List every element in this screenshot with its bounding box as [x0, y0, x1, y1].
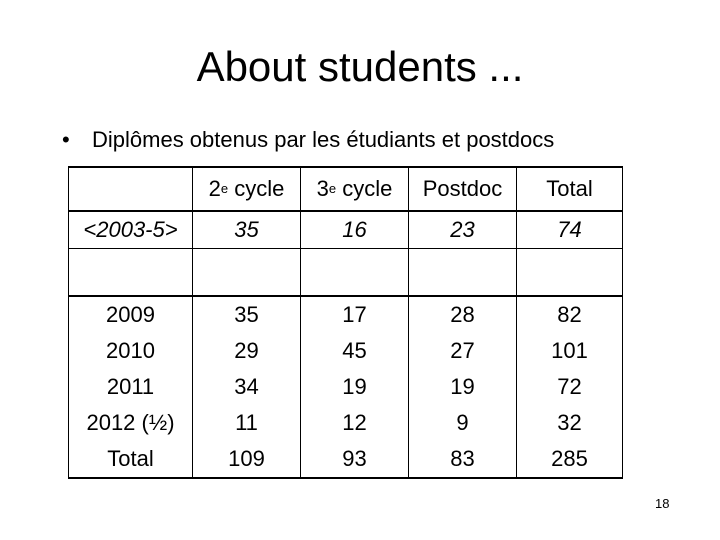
table-total-row [69, 441, 623, 478]
table-cell: Total [69, 441, 193, 478]
table-cell: 32 [517, 405, 623, 441]
table-row [69, 405, 623, 441]
table-cell: 17 [301, 296, 409, 333]
table-cell: 74 [517, 211, 623, 249]
table-header-row [69, 167, 623, 211]
table-cell: 35 [193, 211, 301, 249]
table-cell: 23 [409, 211, 517, 249]
table-cell: 29 [193, 333, 301, 369]
table-cell: 12 [301, 405, 409, 441]
table-cell: 35 [193, 296, 301, 333]
table-cell: 34 [193, 369, 301, 405]
table-cell: 28 [409, 296, 517, 333]
table-cell [301, 249, 409, 297]
bullet-item [62, 126, 554, 154]
table-cell: 45 [301, 333, 409, 369]
table-cell: 109 [193, 441, 301, 478]
table-cell: 19 [301, 369, 409, 405]
table-cell [193, 249, 301, 297]
table-cell: 2011 [69, 369, 193, 405]
header-cell: 3e cycle [301, 167, 409, 211]
table-cell: 101 [517, 333, 623, 369]
table-cell: 72 [517, 369, 623, 405]
table-row [69, 249, 623, 297]
table-cell: 83 [409, 441, 517, 478]
slide-title: About students ... [196, 43, 524, 90]
page-number: 18 [655, 496, 670, 511]
table-cell: 19 [409, 369, 517, 405]
table-cell: 9 [409, 405, 517, 441]
table-cell: 11 [193, 405, 301, 441]
header-cell [69, 167, 193, 211]
table-cell: 2012 (½) [69, 405, 193, 441]
table-cell: 2009 [69, 296, 193, 333]
bullet-dot-icon: • [62, 127, 70, 152]
diplomas-table [68, 166, 623, 479]
header-cell: 2e cycle [193, 167, 301, 211]
table-cell [409, 249, 517, 297]
table-cell: 82 [517, 296, 623, 333]
table-cell [69, 249, 193, 297]
table-row [69, 369, 623, 405]
header-cell: Total [517, 167, 623, 211]
table-cell: 93 [301, 441, 409, 478]
table-cell: 27 [409, 333, 517, 369]
table-cell: 16 [301, 211, 409, 249]
table-row [69, 333, 623, 369]
table-row [69, 211, 623, 249]
table-row [69, 296, 623, 333]
table-cell: 285 [517, 441, 623, 478]
header-cell: Postdoc [409, 167, 517, 211]
table-cell [517, 249, 623, 297]
table-cell: <2003-5> [69, 211, 193, 249]
table-cell: 2010 [69, 333, 193, 369]
bullet-text: Diplômes obtenus par les étudiants et postdocs [92, 127, 555, 152]
